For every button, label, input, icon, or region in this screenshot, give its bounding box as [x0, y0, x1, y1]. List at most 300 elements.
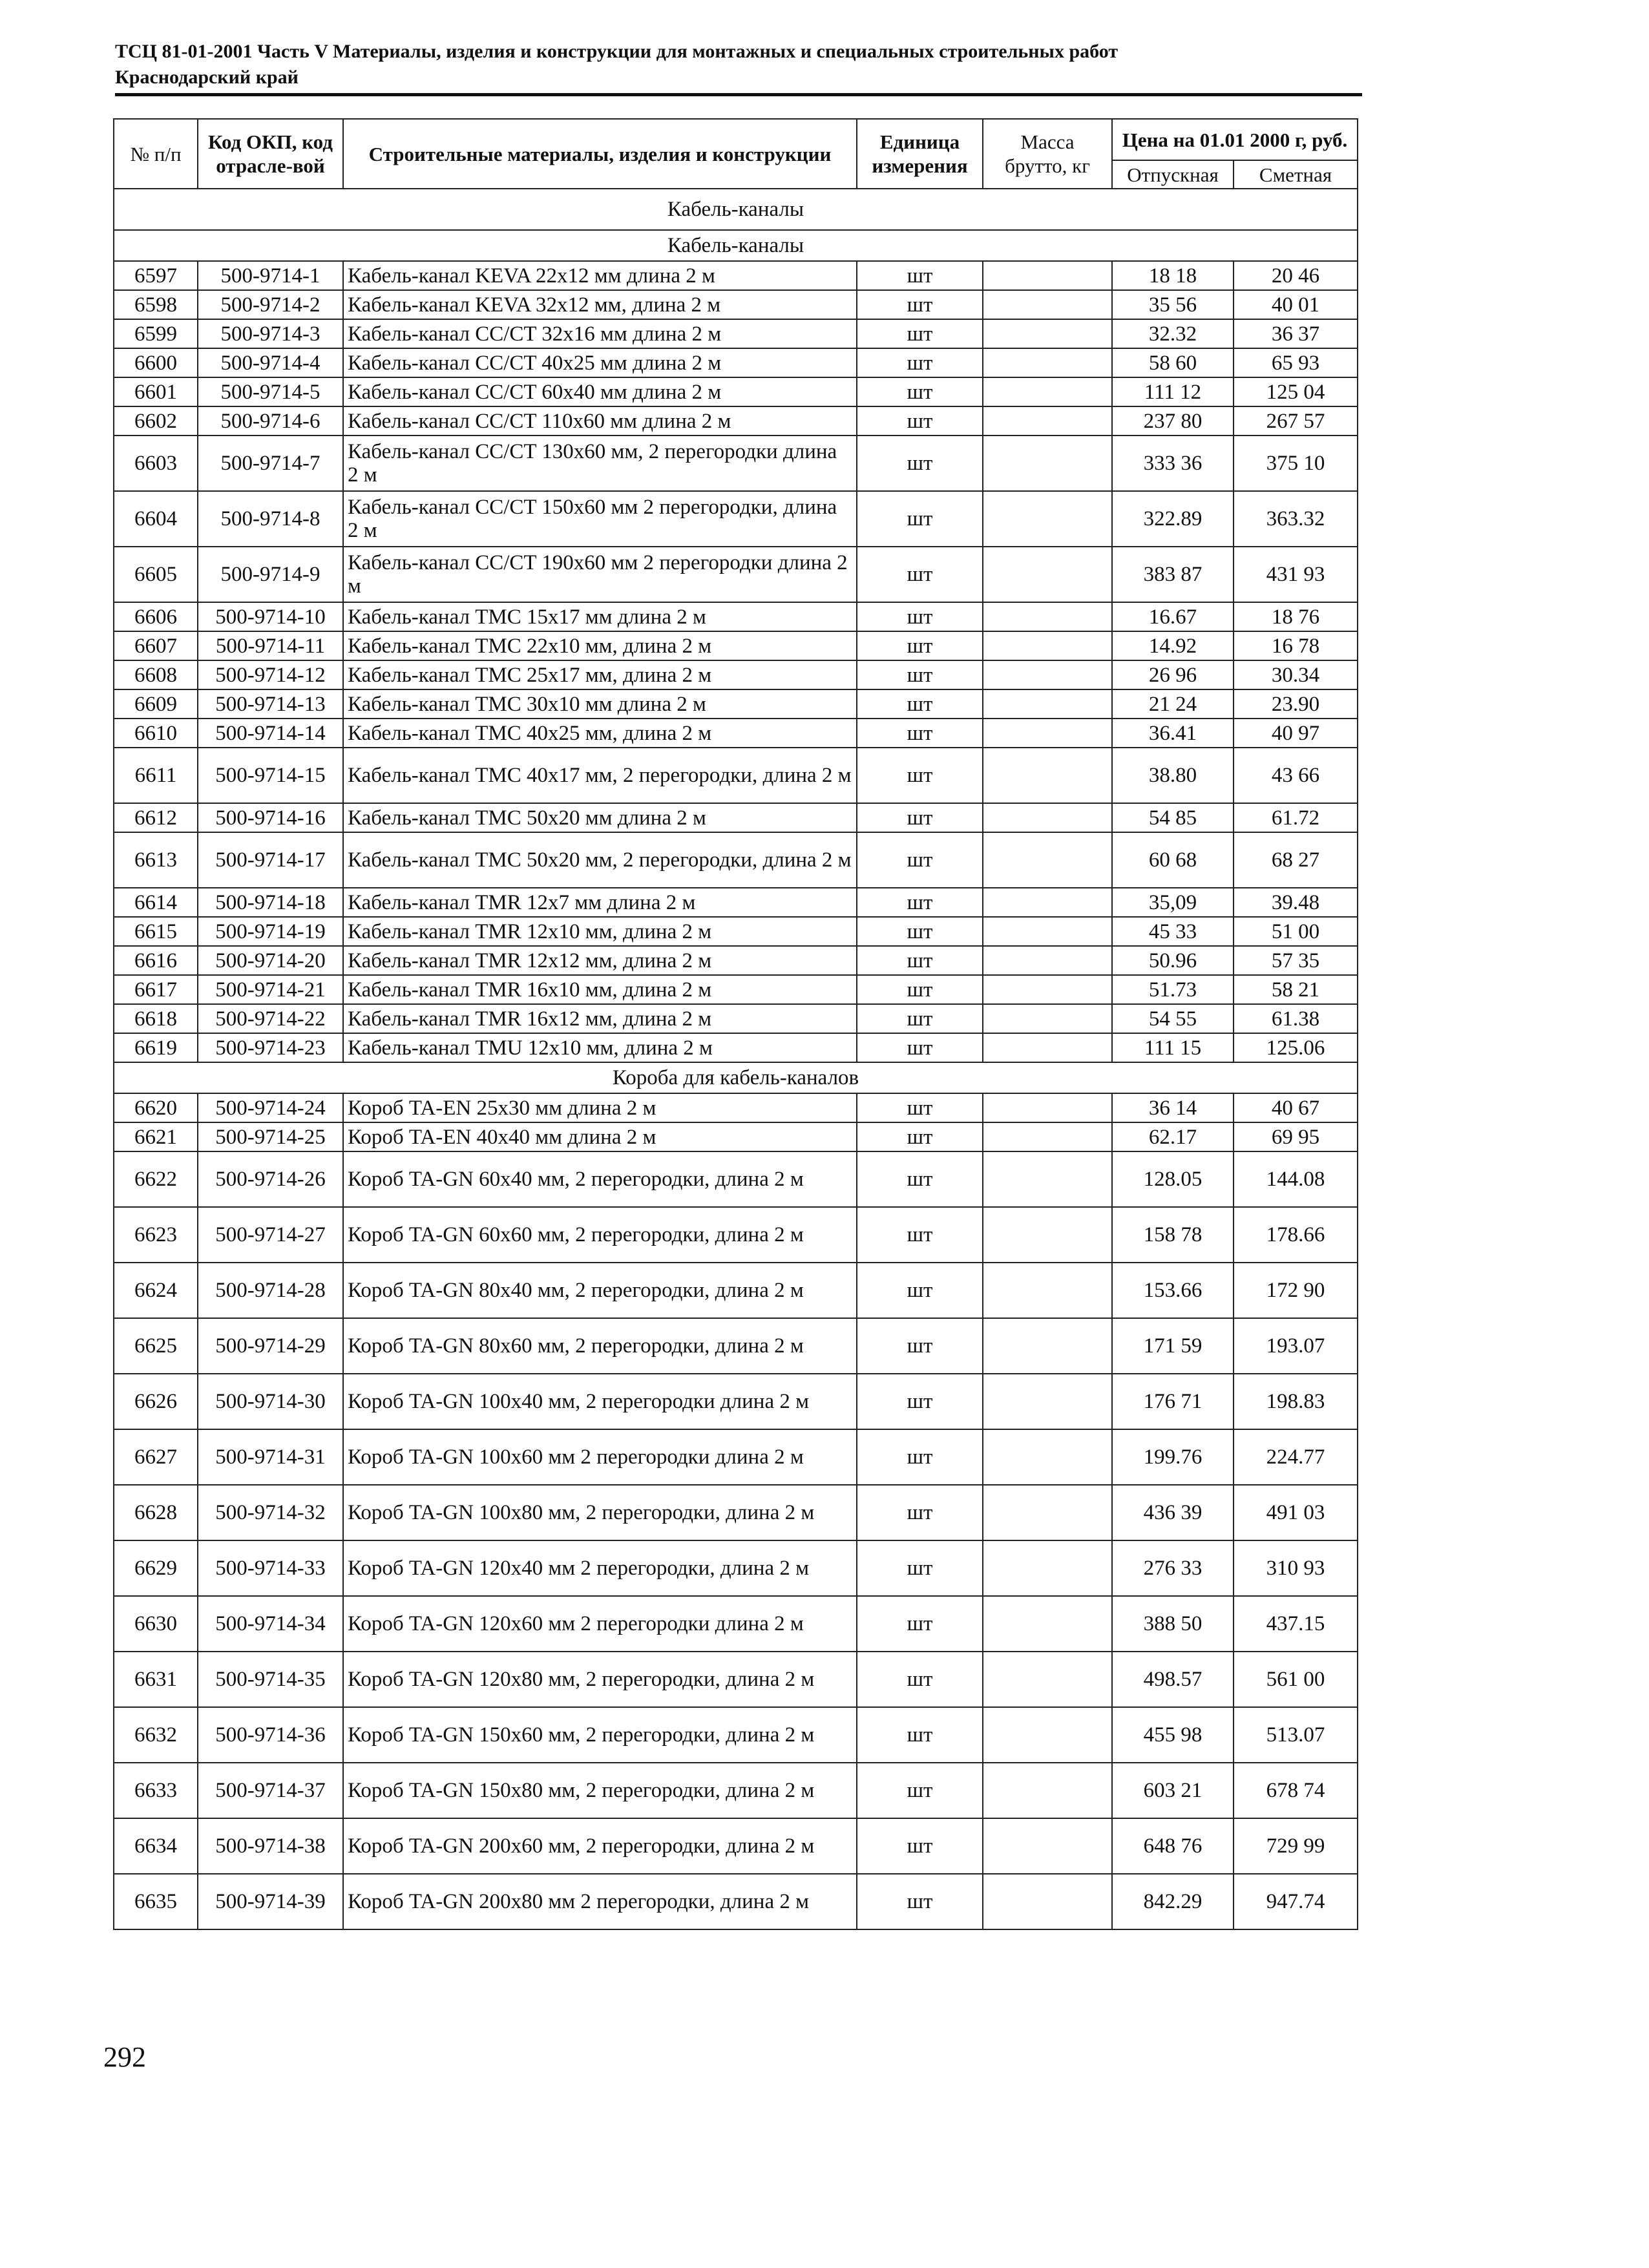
row-num: 6598 [114, 290, 198, 319]
row-price-release: 18 18 [1112, 261, 1234, 290]
row-num: 6626 [114, 1374, 198, 1429]
table-row [114, 1207, 1358, 1263]
table-row [114, 1093, 1358, 1122]
row-name: Кабель-канал TMC 50х20 мм, 2 перегородки, длина 2 м [343, 832, 857, 888]
row-name: Кабель-канал CC/CT 32х16 мм длина 2 м [343, 319, 857, 348]
row-code: 500-9714-28 [198, 1263, 343, 1318]
row-unit: шт [857, 832, 983, 888]
row-code: 500-9714-22 [198, 1004, 343, 1033]
row-name: Кабель-канал CC/CT 150х60 мм 2 перегородки, длина 2 м [343, 491, 857, 547]
table-row [114, 975, 1358, 1004]
row-mass [983, 1122, 1112, 1151]
row-price-estimate: 65 93 [1234, 348, 1358, 377]
row-name: Кабель-канал TMR 16х10 мм, длина 2 м [343, 975, 857, 1004]
row-price-estimate: 40 67 [1234, 1093, 1358, 1122]
row-mass [983, 1707, 1112, 1763]
row-price-release: 50.96 [1112, 946, 1234, 975]
row-unit: шт [857, 631, 983, 660]
row-name: Кабель-канал TMR 16х12 мм, длина 2 м [343, 1004, 857, 1033]
table-row [114, 689, 1358, 719]
row-price-estimate: 178.66 [1234, 1207, 1358, 1263]
row-name: Короб TA-GN 150х60 мм, 2 перегородки, длина 2 м [343, 1707, 857, 1763]
row-mass [983, 261, 1112, 290]
col-header-mass: Масса брутто, кг [983, 119, 1112, 189]
row-mass [983, 1318, 1112, 1374]
row-mass [983, 1874, 1112, 1929]
row-mass [983, 1263, 1112, 1318]
row-num: 6615 [114, 917, 198, 946]
row-name: Короб TA-GN 60х40 мм, 2 перегородки, длина 2 м [343, 1151, 857, 1207]
row-unit: шт [857, 1033, 983, 1062]
row-unit: шт [857, 660, 983, 689]
col-header-code: Код ОКП, код отрасле-вой [198, 119, 343, 189]
row-name: Кабель-канал CC/CT 190х60 мм 2 перегородки длина 2 м [343, 547, 857, 602]
row-name: Кабель-канал CC/CT 60х40 мм длина 2 м [343, 377, 857, 406]
row-price-estimate: 125.06 [1234, 1033, 1358, 1062]
row-code: 500-9714-19 [198, 917, 343, 946]
row-code: 500-9714-39 [198, 1874, 343, 1929]
row-mass [983, 1374, 1112, 1429]
row-mass [983, 719, 1112, 748]
row-num: 6621 [114, 1122, 198, 1151]
row-price-estimate: 39.48 [1234, 888, 1358, 917]
row-unit: шт [857, 689, 983, 719]
row-price-estimate: 678 74 [1234, 1763, 1358, 1818]
row-mass [983, 1540, 1112, 1596]
section-title: Кабель-каналы [114, 230, 1358, 261]
row-name: Кабель-канал TMC 40х25 мм, длина 2 м [343, 719, 857, 748]
row-num: 6610 [114, 719, 198, 748]
table-row [114, 946, 1358, 975]
row-price-estimate: 491 03 [1234, 1485, 1358, 1540]
row-code: 500-9714-6 [198, 406, 343, 436]
table-row [114, 1318, 1358, 1374]
row-code: 500-9714-26 [198, 1151, 343, 1207]
row-name: Короб TA-GN 200х80 мм 2 перегородки, длина 2 м [343, 1874, 857, 1929]
table-row [114, 1151, 1358, 1207]
col-header-price: Цена на 01.01 2000 г, руб. [1112, 119, 1358, 160]
row-price-release: 54 55 [1112, 1004, 1234, 1033]
row-unit: шт [857, 436, 983, 491]
row-name: Короб TA-GN 200х60 мм, 2 перегородки, длина 2 м [343, 1818, 857, 1874]
row-name: Кабель-канал CC/CT 110х60 мм длина 2 м [343, 406, 857, 436]
row-num: 6616 [114, 946, 198, 975]
row-unit: шт [857, 547, 983, 602]
row-num: 6633 [114, 1763, 198, 1818]
table-row [114, 803, 1358, 832]
table-row [114, 888, 1358, 917]
row-mass [983, 1763, 1112, 1818]
row-price-release: 54 85 [1112, 803, 1234, 832]
section-header-row [114, 230, 1358, 261]
row-price-estimate: 267 57 [1234, 406, 1358, 436]
row-name: Короб TA-GN 120х40 мм 2 перегородки, длина 2 м [343, 1540, 857, 1596]
row-unit: шт [857, 290, 983, 319]
row-price-estimate: 198.83 [1234, 1374, 1358, 1429]
row-price-estimate: 193.07 [1234, 1318, 1358, 1374]
row-mass [983, 406, 1112, 436]
row-name: Кабель-канал TMC 50х20 мм длина 2 м [343, 803, 857, 832]
col-header-num: № п/п [114, 119, 198, 189]
row-price-estimate: 36 37 [1234, 319, 1358, 348]
row-name: Короб TA-GN 80х40 мм, 2 перегородки, длина 2 м [343, 1263, 857, 1318]
row-code: 500-9714-38 [198, 1818, 343, 1874]
row-price-estimate: 375 10 [1234, 436, 1358, 491]
row-unit: шт [857, 1763, 983, 1818]
row-price-estimate: 69 95 [1234, 1122, 1358, 1151]
table-row [114, 1033, 1358, 1062]
row-name: Кабель-канал KEVA 32х12 мм, длина 2 м [343, 290, 857, 319]
row-price-release: 176 71 [1112, 1374, 1234, 1429]
row-price-release: 171 59 [1112, 1318, 1234, 1374]
row-name: Кабель-канал TMC 40х17 мм, 2 перегородки, длина 2 м [343, 748, 857, 803]
row-price-release: 199.76 [1112, 1429, 1234, 1485]
row-unit: шт [857, 1004, 983, 1033]
row-price-estimate: 57 35 [1234, 946, 1358, 975]
row-unit: шт [857, 1707, 983, 1763]
table-row [114, 917, 1358, 946]
row-name: Кабель-канал TMU 12х10 мм, длина 2 м [343, 1033, 857, 1062]
page-number: 292 [103, 2041, 146, 2073]
row-code: 500-9714-15 [198, 748, 343, 803]
row-name: Кабель-канал TMR 12х10 мм, длина 2 м [343, 917, 857, 946]
table-row [114, 1652, 1358, 1707]
row-mass [983, 1151, 1112, 1207]
row-mass [983, 1818, 1112, 1874]
row-unit: шт [857, 1874, 983, 1929]
row-price-release: 455 98 [1112, 1707, 1234, 1763]
row-price-estimate: 40 97 [1234, 719, 1358, 748]
row-code: 500-9714-18 [198, 888, 343, 917]
row-mass [983, 377, 1112, 406]
row-mass [983, 547, 1112, 602]
row-price-estimate: 125 04 [1234, 377, 1358, 406]
section-header-row [114, 1062, 1358, 1093]
row-price-estimate: 513.07 [1234, 1707, 1358, 1763]
table-header [114, 119, 1358, 189]
row-num: 6635 [114, 1874, 198, 1929]
row-unit: шт [857, 602, 983, 631]
row-price-release: 158 78 [1112, 1207, 1234, 1263]
row-price-release: 26 96 [1112, 660, 1234, 689]
col-header-price-release: Отпускная [1112, 160, 1234, 189]
table-row [114, 491, 1358, 547]
table-row [114, 377, 1358, 406]
row-price-release: 21 24 [1112, 689, 1234, 719]
row-num: 6603 [114, 436, 198, 491]
row-code: 500-9714-33 [198, 1540, 343, 1596]
row-unit: шт [857, 1151, 983, 1207]
row-price-estimate: 947.74 [1234, 1874, 1358, 1929]
table-row [114, 436, 1358, 491]
row-num: 6620 [114, 1093, 198, 1122]
row-unit: шт [857, 748, 983, 803]
row-price-estimate: 20 46 [1234, 261, 1358, 290]
row-unit: шт [857, 348, 983, 377]
table-row [114, 547, 1358, 602]
table-row [114, 261, 1358, 290]
row-price-estimate: 437.15 [1234, 1596, 1358, 1652]
row-code: 500-9714-3 [198, 319, 343, 348]
row-price-release: 128.05 [1112, 1151, 1234, 1207]
row-name: Короб TA-GN 120х60 мм 2 перегородки длина 2 м [343, 1596, 857, 1652]
row-unit: шт [857, 319, 983, 348]
row-price-estimate: 68 27 [1234, 832, 1358, 888]
row-code: 500-9714-1 [198, 261, 343, 290]
row-code: 500-9714-21 [198, 975, 343, 1004]
row-price-estimate: 144.08 [1234, 1151, 1358, 1207]
row-mass [983, 946, 1112, 975]
table-row [114, 1763, 1358, 1818]
row-price-release: 35 56 [1112, 290, 1234, 319]
row-name: Короб TA-EN 25х30 мм длина 2 м [343, 1093, 857, 1122]
row-mass [983, 660, 1112, 689]
row-unit: шт [857, 1093, 983, 1122]
row-code: 500-9714-4 [198, 348, 343, 377]
row-num: 6625 [114, 1318, 198, 1374]
row-price-release: 276 33 [1112, 1540, 1234, 1596]
row-price-release: 436 39 [1112, 1485, 1234, 1540]
header-region: Краснодарский край [115, 67, 299, 88]
row-code: 500-9714-27 [198, 1207, 343, 1263]
row-price-estimate: 224.77 [1234, 1429, 1358, 1485]
row-name: Короб TA-GN 80х60 мм, 2 перегородки, длина 2 м [343, 1318, 857, 1374]
row-mass [983, 832, 1112, 888]
row-price-estimate: 363.32 [1234, 491, 1358, 547]
row-name: Короб TA-GN 100х80 мм, 2 перегородки, длина 2 м [343, 1485, 857, 1540]
row-code: 500-9714-13 [198, 689, 343, 719]
row-mass [983, 1004, 1112, 1033]
col-header-name: Строительные материалы, изделия и конструкции [343, 119, 857, 189]
row-price-estimate: 51 00 [1234, 917, 1358, 946]
row-price-release: 45 33 [1112, 917, 1234, 946]
row-unit: шт [857, 888, 983, 917]
row-price-release: 603 21 [1112, 1763, 1234, 1818]
row-num: 6604 [114, 491, 198, 547]
row-name: Кабель-канал KEVA 22х12 мм длина 2 м [343, 261, 857, 290]
row-unit: шт [857, 1596, 983, 1652]
row-mass [983, 803, 1112, 832]
row-price-estimate: 16 78 [1234, 631, 1358, 660]
row-name: Кабель-канал TMC 30х10 мм длина 2 м [343, 689, 857, 719]
row-code: 500-9714-35 [198, 1652, 343, 1707]
row-code: 500-9714-2 [198, 290, 343, 319]
row-name: Кабель-канал TMR 12х7 мм длина 2 м [343, 888, 857, 917]
row-code: 500-9714-7 [198, 436, 343, 491]
row-num: 6612 [114, 803, 198, 832]
table-row [114, 348, 1358, 377]
row-price-estimate: 30.34 [1234, 660, 1358, 689]
row-num: 6617 [114, 975, 198, 1004]
table-row [114, 319, 1358, 348]
row-price-release: 322.89 [1112, 491, 1234, 547]
row-mass [983, 1033, 1112, 1062]
row-price-estimate: 43 66 [1234, 748, 1358, 803]
row-num: 6630 [114, 1596, 198, 1652]
row-mass [983, 1093, 1112, 1122]
row-num: 6601 [114, 377, 198, 406]
row-name: Кабель-канал CC/CT 40х25 мм длина 2 м [343, 348, 857, 377]
row-num: 6623 [114, 1207, 198, 1263]
row-unit: шт [857, 406, 983, 436]
table-row [114, 1707, 1358, 1763]
row-unit: шт [857, 1429, 983, 1485]
row-price-estimate: 58 21 [1234, 975, 1358, 1004]
row-unit: шт [857, 803, 983, 832]
row-price-estimate: 172 90 [1234, 1263, 1358, 1318]
row-code: 500-9714-17 [198, 832, 343, 888]
row-mass [983, 1485, 1112, 1540]
row-unit: шт [857, 1207, 983, 1263]
row-unit: шт [857, 377, 983, 406]
table-row [114, 406, 1358, 436]
table-row [114, 290, 1358, 319]
row-price-release: 111 15 [1112, 1033, 1234, 1062]
table-row [114, 1540, 1358, 1596]
page-header [115, 39, 1362, 96]
row-code: 500-9714-16 [198, 803, 343, 832]
row-num: 6619 [114, 1033, 198, 1062]
row-code: 500-9714-23 [198, 1033, 343, 1062]
row-num: 6632 [114, 1707, 198, 1763]
row-code: 500-9714-29 [198, 1318, 343, 1374]
row-unit: шт [857, 719, 983, 748]
table-row [114, 1485, 1358, 1540]
row-code: 500-9714-14 [198, 719, 343, 748]
row-unit: шт [857, 1818, 983, 1874]
row-name: Кабель-канал CC/CT 130х60 мм, 2 перегородки длина 2 м [343, 436, 857, 491]
row-num: 6629 [114, 1540, 198, 1596]
row-num: 6614 [114, 888, 198, 917]
row-mass [983, 689, 1112, 719]
row-name: Короб TA-GN 60х60 мм, 2 перегородки, длина 2 м [343, 1207, 857, 1263]
row-unit: шт [857, 917, 983, 946]
row-name: Кабель-канал TMC 25х17 мм, длина 2 м [343, 660, 857, 689]
row-mass [983, 348, 1112, 377]
table-row [114, 660, 1358, 689]
row-price-release: 111 12 [1112, 377, 1234, 406]
row-code: 500-9714-30 [198, 1374, 343, 1429]
row-price-release: 32.32 [1112, 319, 1234, 348]
row-unit: шт [857, 1263, 983, 1318]
row-mass [983, 1652, 1112, 1707]
row-num: 6611 [114, 748, 198, 803]
row-code: 500-9714-34 [198, 1596, 343, 1652]
row-price-release: 51.73 [1112, 975, 1234, 1004]
row-num: 6606 [114, 602, 198, 631]
table-title: Кабель-каналы [114, 189, 1358, 230]
table-row [114, 1004, 1358, 1033]
table-row [114, 748, 1358, 803]
row-price-estimate: 23.90 [1234, 689, 1358, 719]
row-code: 500-9714-25 [198, 1122, 343, 1151]
table-row [114, 1374, 1358, 1429]
row-price-release: 62.17 [1112, 1122, 1234, 1151]
row-code: 500-9714-10 [198, 602, 343, 631]
row-price-estimate: 431 93 [1234, 547, 1358, 602]
row-price-release: 36 14 [1112, 1093, 1234, 1122]
row-num: 6627 [114, 1429, 198, 1485]
row-code: 500-9714-8 [198, 491, 343, 547]
row-code: 500-9714-11 [198, 631, 343, 660]
col-header-price-estimate: Сметная [1234, 160, 1358, 189]
table-row [114, 1263, 1358, 1318]
row-code: 500-9714-9 [198, 547, 343, 602]
row-price-estimate: 310 93 [1234, 1540, 1358, 1596]
row-unit: шт [857, 1540, 983, 1596]
row-mass [983, 290, 1112, 319]
row-code: 500-9714-36 [198, 1707, 343, 1763]
row-price-release: 388 50 [1112, 1596, 1234, 1652]
row-mass [983, 436, 1112, 491]
row-price-estimate: 40 01 [1234, 290, 1358, 319]
section-title: Короба для кабель-каналов [114, 1062, 1358, 1093]
row-mass [983, 888, 1112, 917]
row-num: 6607 [114, 631, 198, 660]
row-mass [983, 1207, 1112, 1263]
row-unit: шт [857, 491, 983, 547]
row-price-estimate: 729 99 [1234, 1818, 1358, 1874]
row-price-release: 38.80 [1112, 748, 1234, 803]
row-num: 6613 [114, 832, 198, 888]
row-name: Кабель-канал TMC 15х17 мм длина 2 м [343, 602, 857, 631]
row-price-release: 383 87 [1112, 547, 1234, 602]
row-price-estimate: 18 76 [1234, 602, 1358, 631]
table-row [114, 631, 1358, 660]
row-mass [983, 1429, 1112, 1485]
table-row [114, 719, 1358, 748]
table-body [114, 189, 1358, 1929]
row-name: Кабель-канал TMR 12х12 мм, длина 2 м [343, 946, 857, 975]
row-unit: шт [857, 1374, 983, 1429]
table-row [114, 602, 1358, 631]
row-name: Короб TA-GN 100х40 мм, 2 перегородки длина 2 м [343, 1374, 857, 1429]
row-num: 6618 [114, 1004, 198, 1033]
row-num: 6609 [114, 689, 198, 719]
row-price-release: 58 60 [1112, 348, 1234, 377]
row-unit: шт [857, 1122, 983, 1151]
row-num: 6605 [114, 547, 198, 602]
row-unit: шт [857, 1652, 983, 1707]
row-num: 6608 [114, 660, 198, 689]
row-mass [983, 602, 1112, 631]
table-row [114, 1122, 1358, 1151]
row-price-estimate: 561 00 [1234, 1652, 1358, 1707]
row-num: 6624 [114, 1263, 198, 1318]
row-price-release: 498.57 [1112, 1652, 1234, 1707]
row-mass [983, 631, 1112, 660]
row-mass [983, 917, 1112, 946]
row-unit: шт [857, 975, 983, 1004]
table-row [114, 1874, 1358, 1929]
header-title: ТСЦ 81-01-2001 Часть V Материалы, изделия и конструкции для монтажных и специальных строительных работ [115, 41, 1119, 62]
row-price-release: 14.92 [1112, 631, 1234, 660]
row-num: 6631 [114, 1652, 198, 1707]
table-row [114, 1429, 1358, 1485]
row-num: 6597 [114, 261, 198, 290]
row-name: Короб TA-GN 120х80 мм, 2 перегородки, длина 2 м [343, 1652, 857, 1707]
row-price-release: 153.66 [1112, 1263, 1234, 1318]
row-unit: шт [857, 1485, 983, 1540]
row-mass [983, 975, 1112, 1004]
row-price-release: 237 80 [1112, 406, 1234, 436]
row-mass [983, 491, 1112, 547]
row-code: 500-9714-37 [198, 1763, 343, 1818]
row-num: 6600 [114, 348, 198, 377]
row-price-release: 648 76 [1112, 1818, 1234, 1874]
row-price-release: 36.41 [1112, 719, 1234, 748]
table-row [114, 1596, 1358, 1652]
